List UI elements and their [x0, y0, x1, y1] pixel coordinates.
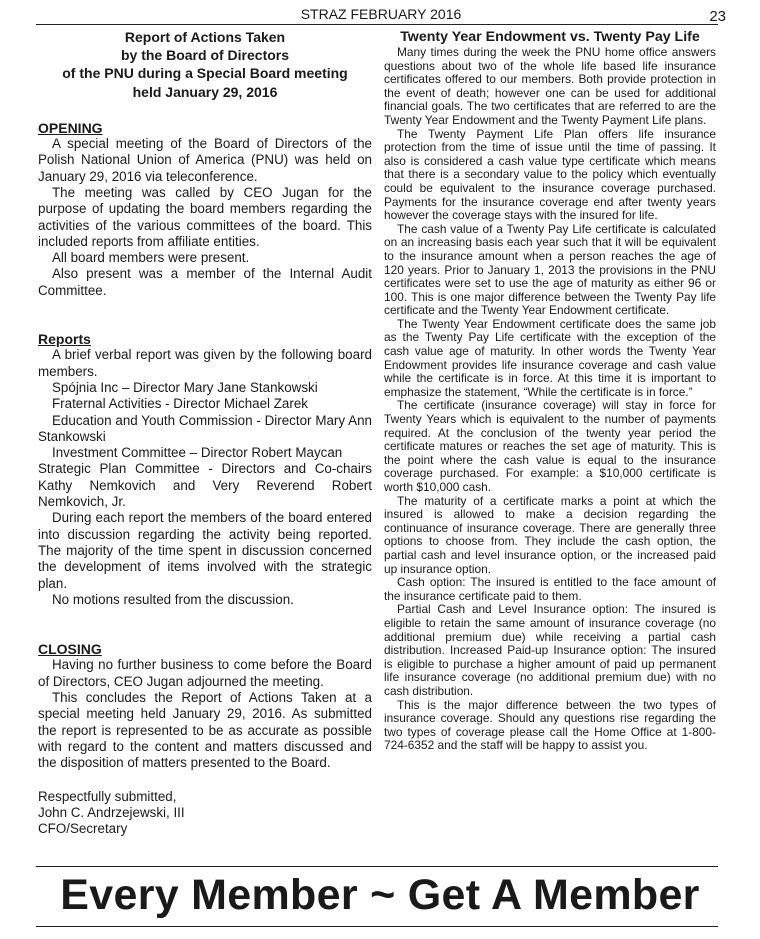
article-paragraph: This is the major difference between the two types of insurance coverage. Should any questions rise regarding the two types of coverage please call the Home Office at 1-800-724-6352 and the staff will be happy to assist you. — [384, 697, 716, 753]
article-paragraph: The maturity of a certificate marks a point at which the insured is allowed to make a decision regarding the continuance of insurance coverage. There are generally three options to choose from. They include the cash option, the partial cash and level insurance option, or the increased paid up insurance option. — [384, 493, 716, 576]
report-item-strategic: Strategic Plan Committee - Directors and Co-chairs Kathy Nemkovich and Very Reverend Robert Nemkovich, Jr. — [38, 461, 372, 510]
report-item: Fraternal Activities - Director Michael Zarek — [52, 396, 308, 412]
opening-paragraph: A special meeting of the Board of Directors of the Polish National Union of America (PNU) was held on January 29, 2016 via teleconference. — [38, 136, 372, 184]
signature-line: John C. Andrzejewski, III — [38, 804, 185, 820]
article-paragraph: The cash value of a Twenty Pay Life certificate is calculated on an increasing basis each year such that it will be equivalent to the insurance amount when a person reaches the age of 120 years. Prior to January 1, 2013 the provisions in the PNU certificates were set to use the age of maturity as either 96 or 100. This is one major difference between the Twenty Pay life certificate and the Twenty Year Endowment certificate. — [384, 221, 716, 318]
opening-paragraph: Also present was a member of the Internal Audit Committee. — [38, 266, 372, 298]
article-paragraph: Cash option: The insured is entitled to the face amount of the insurance certificate paid to them. — [384, 575, 716, 603]
title-line: by the Board of Directors — [120, 47, 290, 64]
report-item: Spójnia Inc – Director Mary Jane Stankowski — [52, 379, 318, 395]
insurance-article-column — [384, 28, 716, 753]
title-line: of the PNU during a Special Board meeting — [62, 65, 348, 82]
opening-heading: OPENING — [38, 119, 103, 136]
closing-paragraph: This concludes the Report of Actions Taken at a special meeting held January 29, 2016. As submitted the report is represented to be as accurate as possible with regard to the content and matters discussed and the disposition of matters presented to the Board. — [38, 690, 372, 771]
board-report-title — [38, 28, 372, 101]
page-number: 23 — [709, 8, 726, 25]
article-paragraph: The certificate (insurance coverage) will stay in force for Twenty Years which is equivalent to the number of payments required. At the conclusion of the twenty year period the certificate matures or reaches the set age of maturity. This is the point where the cash value is equal to the insurance coverage purchased. For example: a $10,000 certificate is worth $10,000 cash. — [384, 398, 716, 494]
article-paragraph: The Twenty Year Endowment certificate does the same job as the Twenty Pay Life certificate with the exception of the cash value age of maturity. In other words the Twenty Year Endowment provides life insurance coverage and cash value while the certificate is in force. At this time it is important to emphasize the statement, “While the certificate is in force.” — [384, 316, 716, 399]
opening-paragraph: All board members were present. — [52, 250, 250, 266]
publication-title: STRAZ FEBRUARY 2016 — [300, 6, 462, 22]
reports-heading: Reports — [38, 331, 91, 348]
footer-top-divider — [36, 866, 718, 867]
report-item: Investment Committee – Director Robert Maycan — [52, 445, 343, 461]
signature-line: Respectfully submitted, — [38, 788, 177, 804]
board-report-column — [38, 28, 372, 837]
reports-paragraph: No motions resulted from the discussion. — [52, 591, 294, 607]
header-divider — [36, 24, 718, 25]
reports-intro: A brief verbal report was given by the following board members. — [38, 347, 372, 379]
footer-bottom-divider — [36, 926, 718, 927]
signature-line: CFO/Secretary — [38, 821, 128, 837]
membership-slogan: Every Member ~ Get A Member — [60, 871, 700, 919]
signature-block — [38, 789, 372, 838]
closing-paragraph: Having no further business to come before the Board of Directors, CEO Jugan adjourned the meeting. — [38, 657, 372, 689]
title-line: held January 29, 2016 — [132, 83, 278, 100]
article-paragraph: Partial Cash and Level Insurance option: The insured is eligible to retain the same amount of insurance coverage (no additional premium due) while receiving a partial cash distribution. Increased Paid-up Insurance option: The insured is eligible to purchase a higher amount of paid up permanent life insurance coverage (no additional premium due) with no cash distribution. — [384, 602, 716, 698]
article-paragraph: Many times during the week the PNU home office answers questions about two of the whole life based life insurance certificates offered to our members. Both provide protection in the event of death; however one can be used for additional financial goals. The two certificates that are referred to are the Twenty Year Endowment and the Twenty Payment Life plans. — [384, 45, 716, 127]
opening-paragraph: The meeting was called by CEO Jugan for the purpose of updating the board members regarding the activities of the various committees of the board. This included reports from affiliate entities. — [38, 185, 372, 249]
title-line: Report of Actions Taken — [124, 29, 286, 45]
article-title: Twenty Year Endowment vs. Twenty Pay Life — [400, 29, 700, 45]
article-paragraph: The Twenty Payment Life Plan offers life insurance protection from the time of issue until the time of passing. It also is considered a cash value type certificate which means that there is a secondary value to the policy which eventually could be equivalent to the insurance coverage purchased. Payments for the insurance coverage end after twenty years however the coverage stays with the insured for life. — [384, 126, 716, 223]
reports-paragraph: During each report the members of the board entered into discussion regarding the activity being reported. The majority of the time spent in discussion concerned the development of items involved with the strategic plan. — [38, 510, 372, 591]
report-item: Education and Youth Commission - Director Mary Ann Stankowski — [38, 412, 372, 444]
closing-heading: CLOSING — [38, 641, 102, 658]
